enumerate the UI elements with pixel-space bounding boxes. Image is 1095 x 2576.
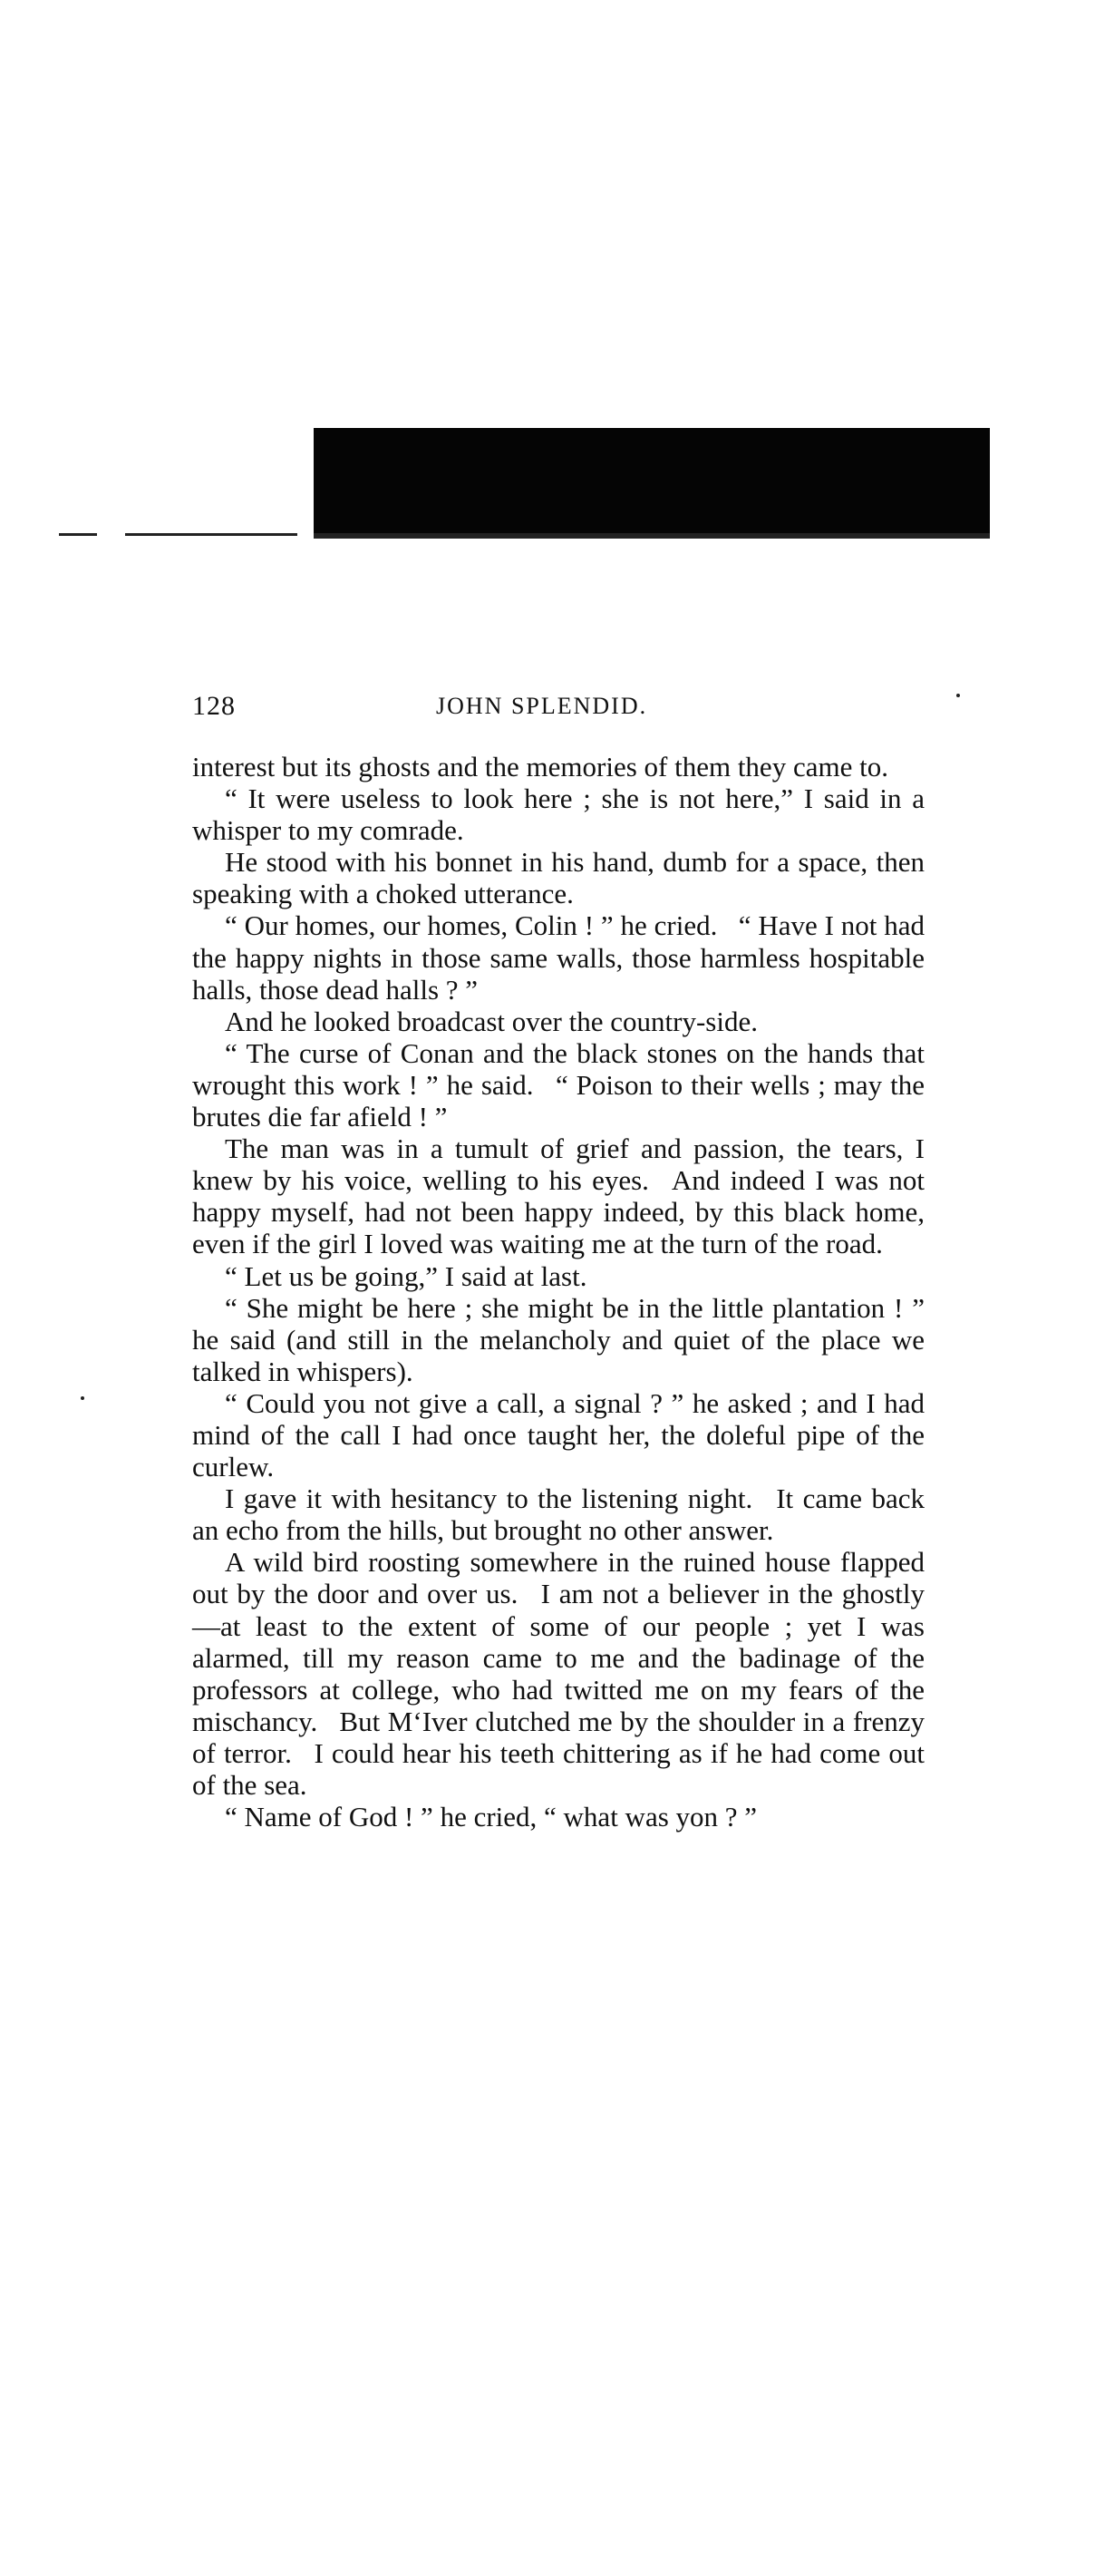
- paragraph: And he looked broadcast over the country-side.: [225, 1005, 758, 1037]
- paragraph: He stood with his bonnet in his hand, dumb for a space, then speaking with a choked utterance.: [192, 846, 925, 910]
- paragraph: “ It were useless to look here ; she is not here,” I said in a whisper to my comrade.: [192, 783, 925, 847]
- paragraph: The man was in a tumult of grief and passion, the tears, I knew by his voice, welling to his eyes. And indeed I was not happy myself, had not been happy indeed, by this black home, even if the girl I loved was waiting me at the turn of the road.: [192, 1132, 925, 1260]
- scan-speck: [81, 1396, 84, 1400]
- paragraph: I gave it with hesitancy to the listening night. It came back an echo from the hills, but brought no other answer.: [192, 1482, 925, 1547]
- paragraph: interest but its ghosts and the memories of them they came to.: [192, 751, 888, 783]
- running-title: JOHN SPLENDID.: [436, 693, 648, 719]
- scan-speck: [956, 694, 960, 697]
- page-header: [192, 691, 925, 727]
- scanned-black-bar: [314, 428, 990, 535]
- paragraph: “ Let us be going,” I said at last.: [225, 1259, 587, 1292]
- paragraph: “ Name of God ! ” he cried, “ what was yon ? ”: [225, 1801, 758, 1833]
- page-number: 128: [192, 691, 236, 721]
- paragraph: “ Could you not give a call, a signal ? ” he asked ; and I had mind of the call I had once taught her, the doleful pipe of the curlew.: [192, 1386, 925, 1483]
- paragraph: “ Our homes, our homes, Colin ! ” he cried. “ Have I not had the happy nights in those same walls, those harmless hospitable halls, those dead halls ? ”: [192, 909, 925, 1006]
- scanned-rule-fragment: [125, 533, 297, 536]
- paragraph: “ She might be here ; she might be in the little plantation ! ” he said (and still in the melancholy and quiet of the place we talked in whispers).: [192, 1291, 925, 1387]
- scanned-rule-fragment: [59, 533, 97, 536]
- paragraph: A wild bird roosting somewhere in the ruined house flapped out by the door and over us. I am not a believer in the ghostly—at least to the extent of some of our people ; yet I was alarmed, till my reason came to me and the badinage of the professors at college, who had twitted me on my fears of the mischancy. But M‘Iver clutched me by the shoulder in a frenzy of terror. I could hear his teeth chittering as if he had come out of the sea.: [192, 1546, 925, 1801]
- body-text: [192, 751, 925, 1832]
- scanned-rule: [314, 533, 990, 539]
- paragraph: “ The curse of Conan and the black stones on the hands that wrought this work ! ” he said. “ Poison to their wells ; may the brutes die far afield ! ”: [192, 1036, 925, 1133]
